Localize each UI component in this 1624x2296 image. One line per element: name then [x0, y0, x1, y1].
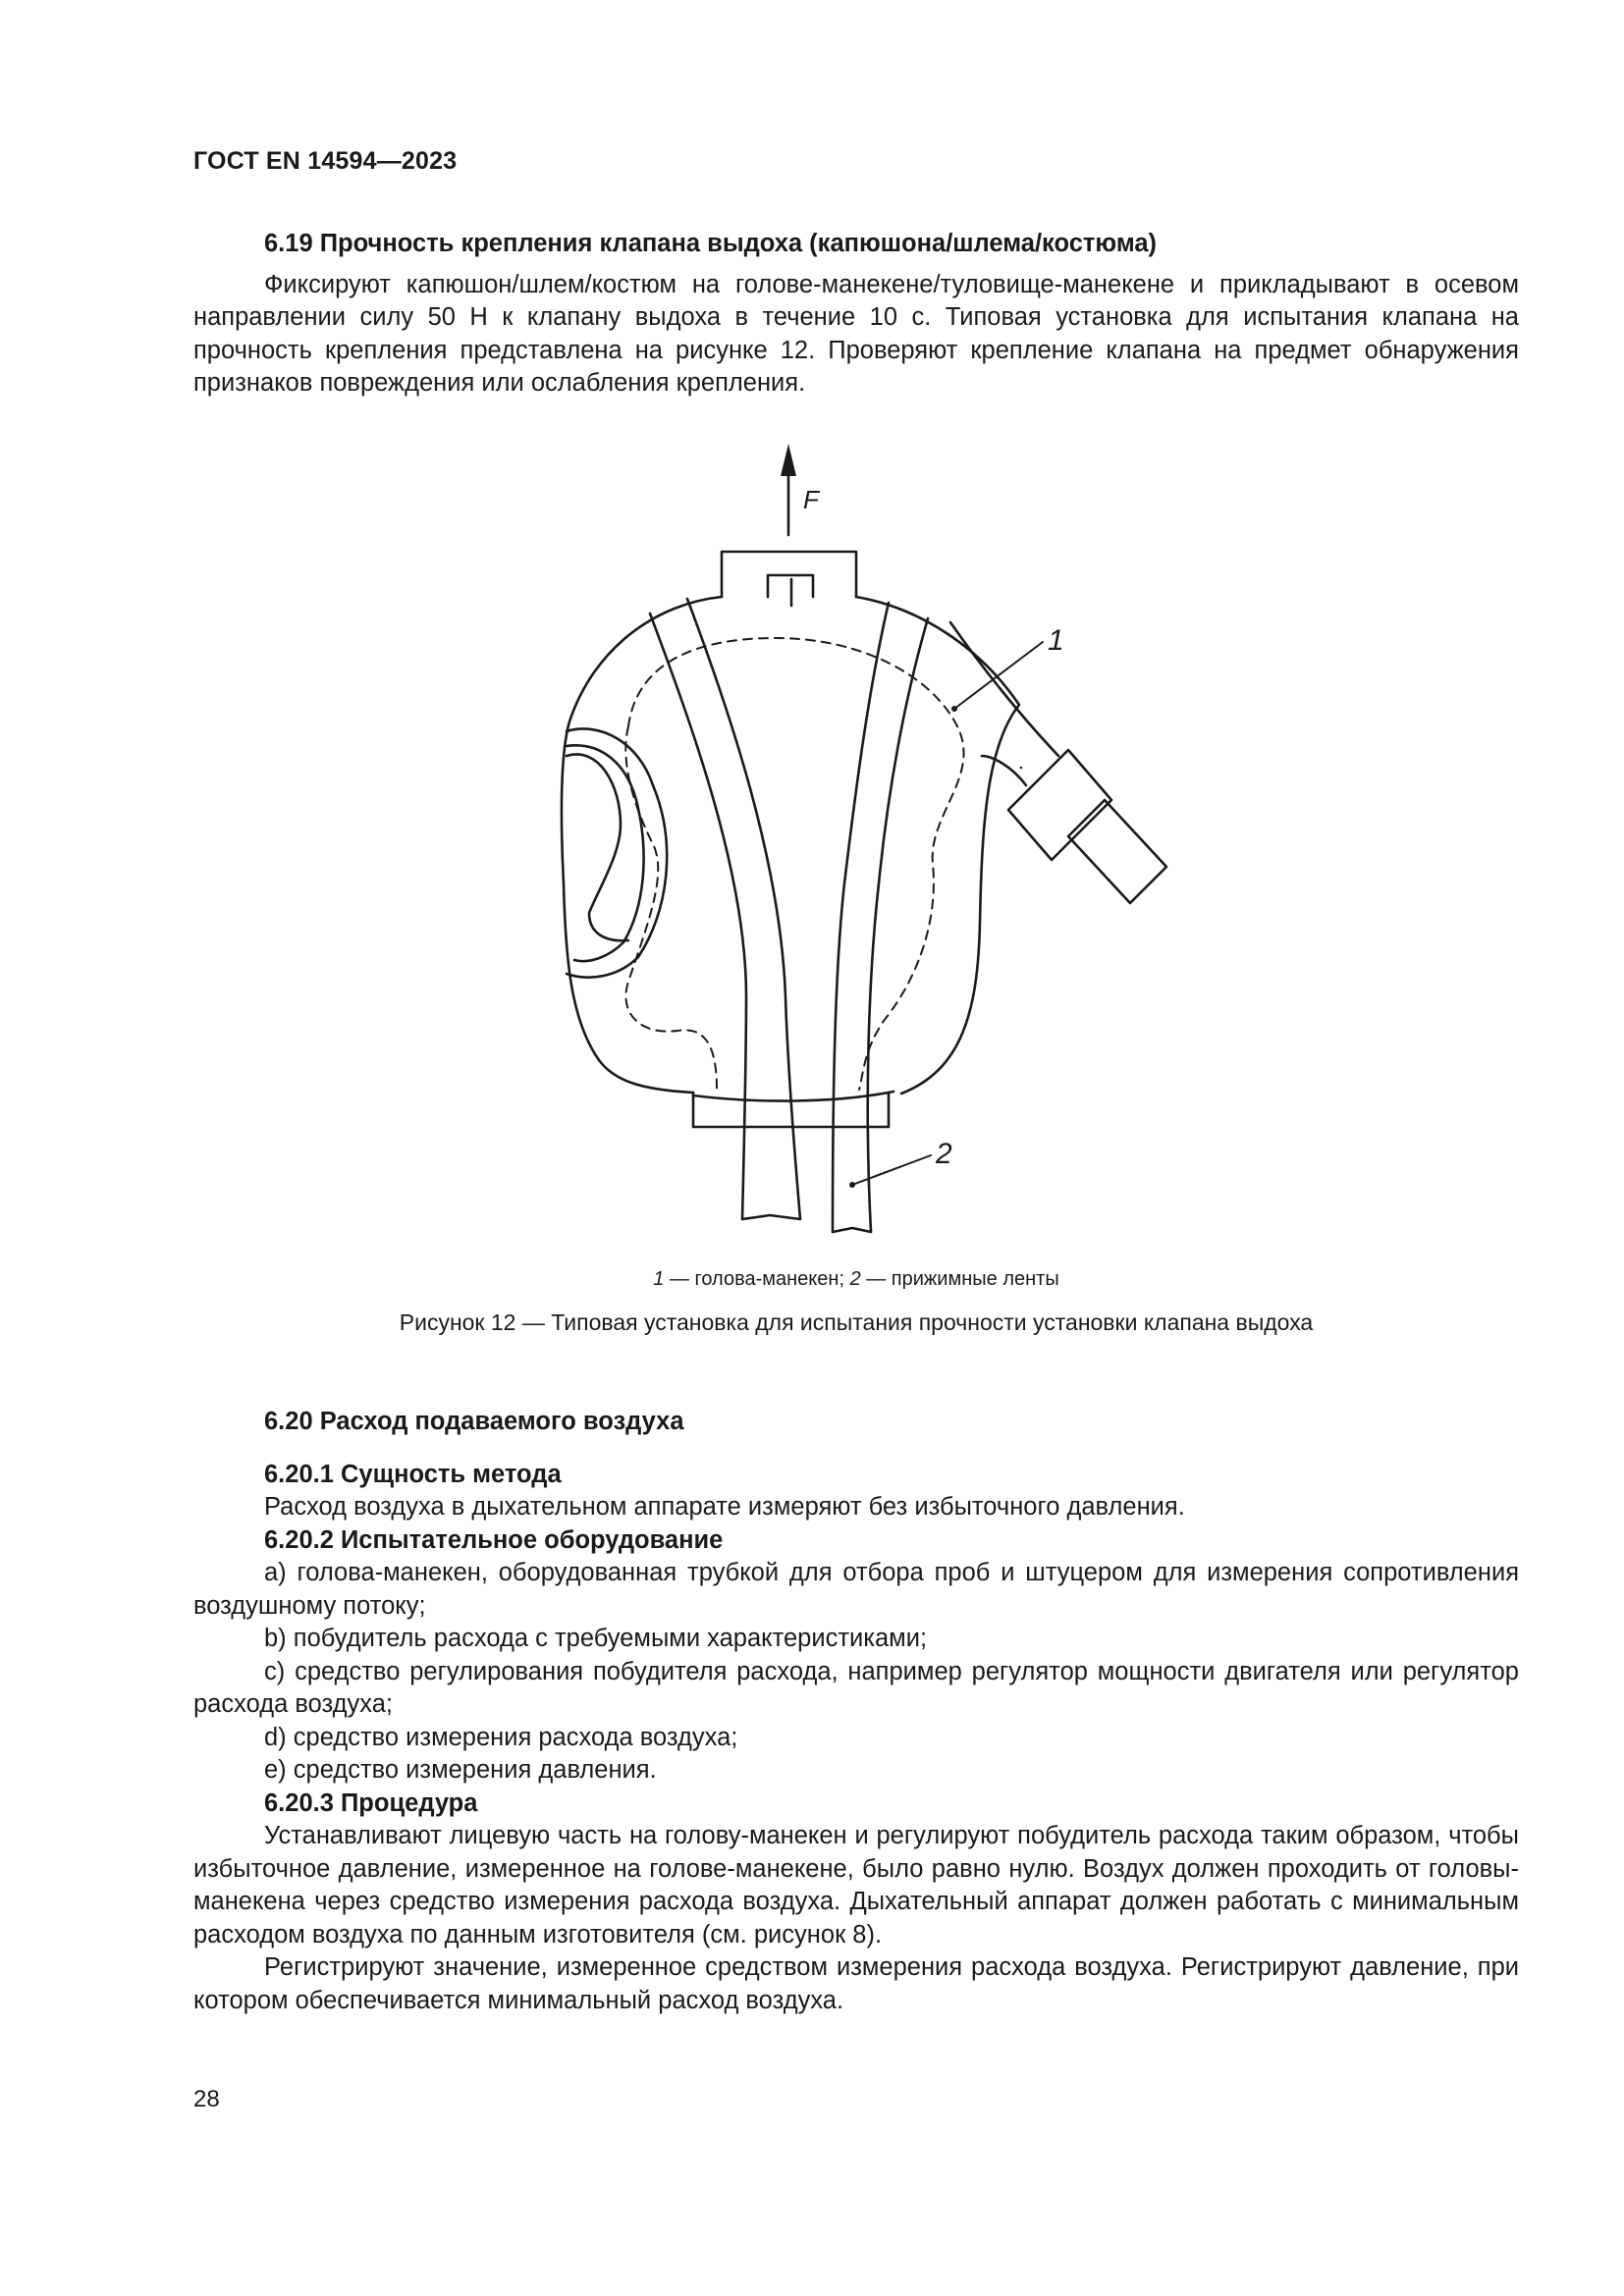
section-6-20 — [193, 1406, 1519, 2017]
section-heading: 6.20 Расход подаваемого воздуха — [264, 1408, 684, 1435]
list-item: a) голова-манекен, оборудованная трубкой для отбора проб и штуцером для измерения сопротивления воздушному потоку; — [193, 1559, 1519, 1620]
legend-text-2: — прижимные ленты — [860, 1268, 1059, 1290]
callout-2-leader — [852, 1155, 931, 1185]
face-contour — [567, 754, 628, 940]
section-heading: 6.19 Прочность крепления клапана выдоха (капюшона/шлема/костюма) — [264, 230, 1158, 257]
strap-left-outer — [650, 614, 746, 1219]
callout-1-leader — [954, 642, 1043, 709]
head-form-dashed-chin — [625, 726, 717, 1090]
hood-outline — [562, 597, 722, 1093]
head-form-dashed — [628, 638, 964, 1090]
force-arrowhead — [781, 444, 796, 476]
list-item: e) средство измерения давления. — [264, 1756, 657, 1784]
paragraph: Устанавливают лицевую часть на голову-манекен и регулируют побудитель расхода таким образом, чтобы избыточное давление, измеренное на голове-манекене, было равно нулю. Воздух должен проходить от головы-манекена через средство измерения расхода воздуха. Дыхательный аппарат должен работать с минимальным расходом воздуха по данным изготовителя (см. рисунок 8). — [193, 1822, 1519, 1949]
hood-outline-right — [856, 597, 1019, 1094]
valve-body — [1008, 750, 1111, 860]
collar-seam — [693, 1092, 893, 1101]
strap-left-end — [742, 1215, 800, 1219]
figure-caption: Рисунок 12 — Типовая установка для испытания прочности установки клапана выдоха — [399, 1309, 1314, 1335]
list-item: c) средство регулирования побудителя расхода, например регулятор мощности двигателя или регулятор расхода воздуха; — [193, 1657, 1519, 1718]
strap-right-end — [833, 1228, 871, 1232]
legend-num-1: 1 — [653, 1268, 665, 1290]
legend-num-2: 2 — [849, 1268, 861, 1290]
legend-text-1: — голова-манекен; — [664, 1268, 850, 1290]
callout-2-label: 2 — [936, 1138, 952, 1170]
callout-2-dot — [849, 1182, 855, 1188]
paragraph: Расход воздуха в дыхательном аппарате измеряют без избыточного давления. — [264, 1493, 1185, 1521]
page-number: 28 — [193, 2086, 220, 2112]
subsection-heading: 6.20.3 Процедура — [264, 1789, 478, 1817]
face-seal-inner — [567, 745, 644, 961]
subsection-heading: 6.20.2 Испытательное оборудование — [264, 1525, 724, 1554]
force-label: F — [803, 485, 819, 514]
valve-cap — [1068, 800, 1166, 903]
strap-right-outer — [833, 603, 889, 1232]
document-header: ГОСТ EN 14594—2023 — [193, 147, 458, 175]
callout-1-dot — [951, 706, 957, 712]
subsection-heading: 6.20.1 Сущность метода — [264, 1460, 562, 1488]
section-6-19 — [193, 228, 1519, 400]
list-item: b) побудитель расхода с требуемыми характеристиками; — [264, 1625, 928, 1652]
figure-legend — [193, 1268, 1519, 1291]
paragraph: Фиксируют капюшон/шлем/костюм на голове-манекене/туловище-манекене и прикладывают в осевом направлении силу 50 Н к клапану выдоха в течение 10 с. Типовая установка для испытания клапана на прочность крепления представлена на рисунке 12. Проверяют крепление клапана на предмет обнаружения признаков повреждения или ослабления крепления. — [193, 270, 1519, 397]
paragraph: Регистрируют значение, измеренное средством измерения расхода воздуха. Регистрируют давление, при котором обеспечивается минимальный расход воздуха. — [193, 1953, 1519, 2014]
figure-12-diagram — [530, 432, 1198, 1247]
callout-1-label: 1 — [1048, 624, 1064, 657]
valve-link — [982, 756, 1026, 785]
strap-right-inner — [868, 618, 928, 1232]
list-item: d) средство измерения расхода воздуха; — [264, 1723, 738, 1751]
